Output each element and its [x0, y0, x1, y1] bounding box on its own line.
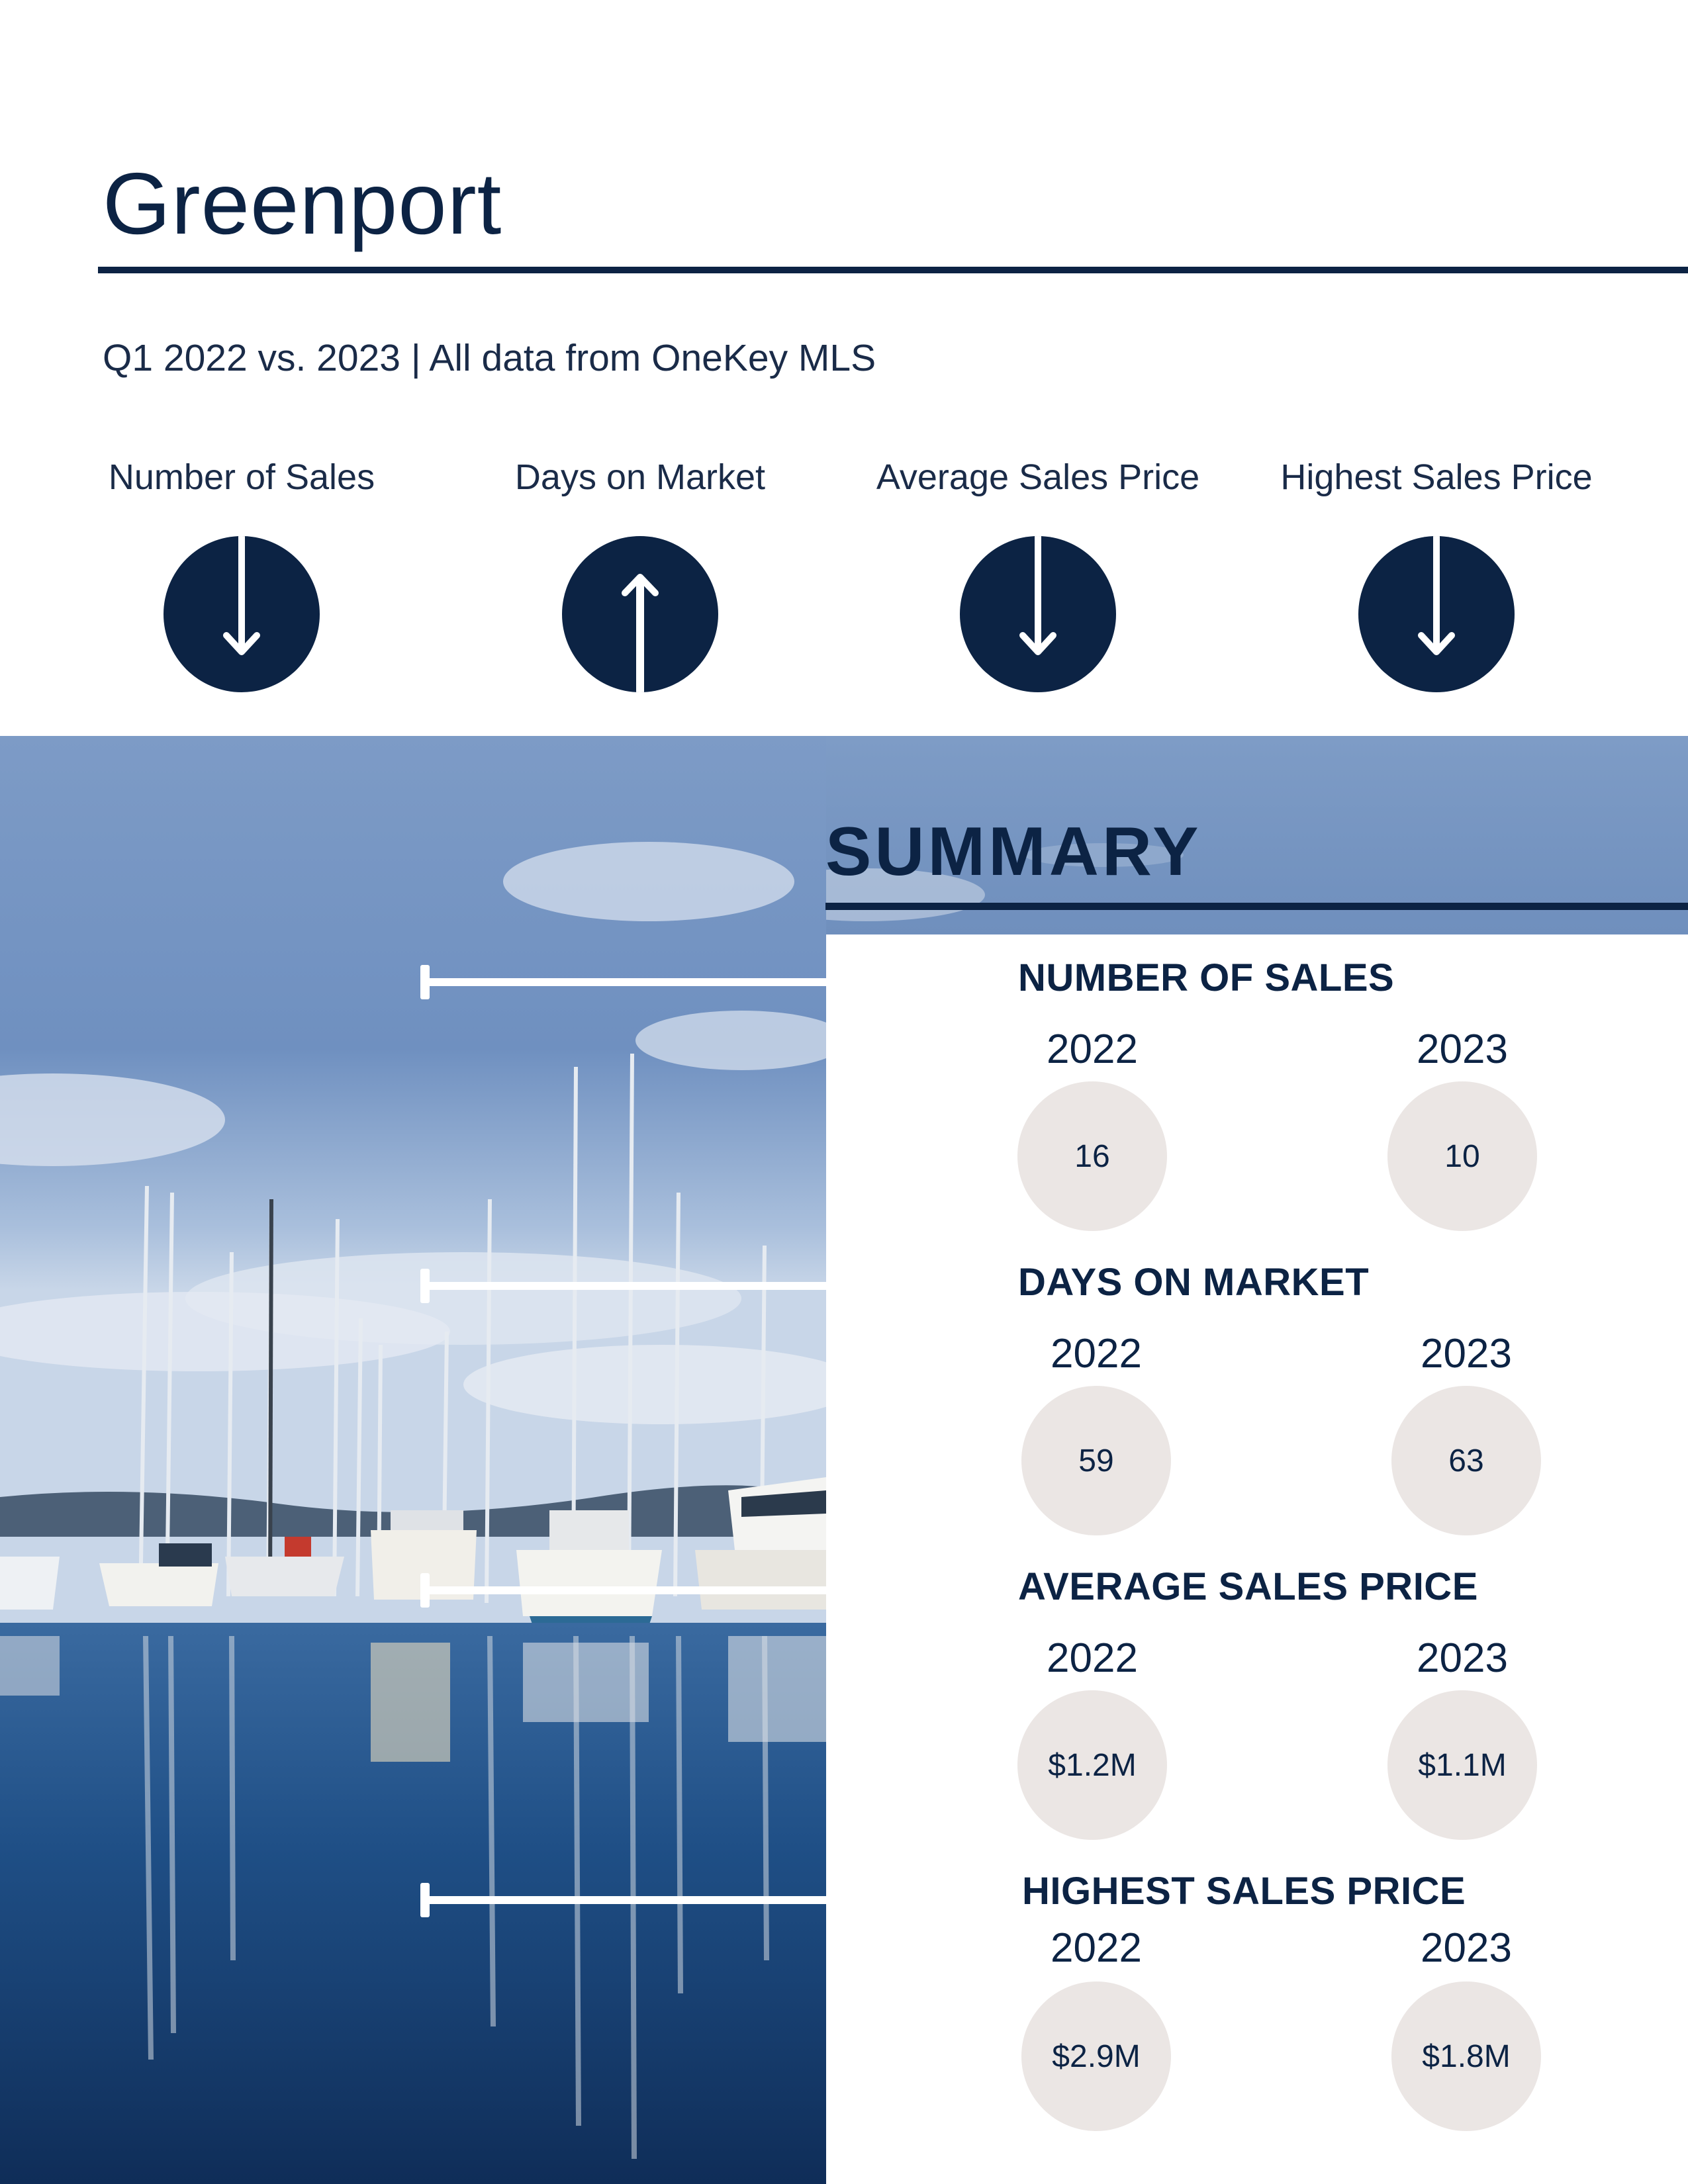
metric-value-2022: 59: [1021, 1386, 1171, 1535]
connector-line: [420, 1586, 826, 1594]
metric-value-2023: $1.8M: [1391, 1981, 1541, 2131]
metric-year: 2023: [1421, 1331, 1512, 1377]
indicator-label: Average Sales Price: [876, 457, 1200, 497]
summary-title: SUMMARY: [825, 813, 1202, 890]
metric-year: 2022: [1047, 1635, 1138, 1681]
metric-value-2022: 16: [1017, 1081, 1167, 1231]
indicator-label: Number of Sales: [108, 457, 375, 497]
indicator-days-on-market: [468, 457, 812, 695]
marina-photo: [0, 736, 826, 2184]
metric-value-2023: 63: [1391, 1386, 1541, 1535]
indicator-label: Days on Market: [514, 457, 766, 497]
metric-year: 2023: [1417, 1026, 1508, 1072]
metric-year: 2022: [1051, 1331, 1142, 1377]
indicator-label: Highest Sales Price: [1280, 457, 1593, 497]
metric-year: 2023: [1421, 1925, 1512, 1971]
summary-divider: [825, 903, 1688, 910]
arrow-down-icon: [164, 536, 320, 692]
connector-line: [420, 1282, 826, 1290]
connector-line: [420, 978, 826, 986]
metric-value-2023: $1.1M: [1387, 1690, 1537, 1840]
arrow-down-icon: [1358, 536, 1515, 692]
metric-value-2022: $2.9M: [1021, 1981, 1171, 2131]
metric-year: 2022: [1051, 1925, 1142, 1971]
metric-year: 2023: [1417, 1635, 1508, 1681]
indicator-average-sales-price: [866, 457, 1210, 695]
metric-heading: DAYS ON MARKET: [1018, 1261, 1370, 1304]
page-subtitle: Q1 2022 vs. 2023 | All data from OneKey MLS: [103, 337, 876, 379]
arrow-up-icon: [562, 536, 718, 692]
metric-value-2022: $1.2M: [1017, 1690, 1167, 1840]
metric-heading: HIGHEST SALES PRICE: [1022, 1870, 1466, 1913]
metric-year: 2022: [1047, 1026, 1138, 1072]
arrow-down-icon: [960, 536, 1116, 692]
metric-heading: AVERAGE SALES PRICE: [1018, 1565, 1478, 1608]
summary-panel: [826, 934, 1688, 2184]
title-divider: [98, 267, 1688, 273]
metric-heading: NUMBER OF SALES: [1018, 956, 1395, 999]
page-title: Greenport: [103, 155, 502, 252]
indicator-highest-sales-price: [1264, 457, 1609, 695]
metric-value-2023: 10: [1387, 1081, 1537, 1231]
connector-line: [420, 1896, 826, 1904]
indicator-number-of-sales: [70, 457, 414, 695]
